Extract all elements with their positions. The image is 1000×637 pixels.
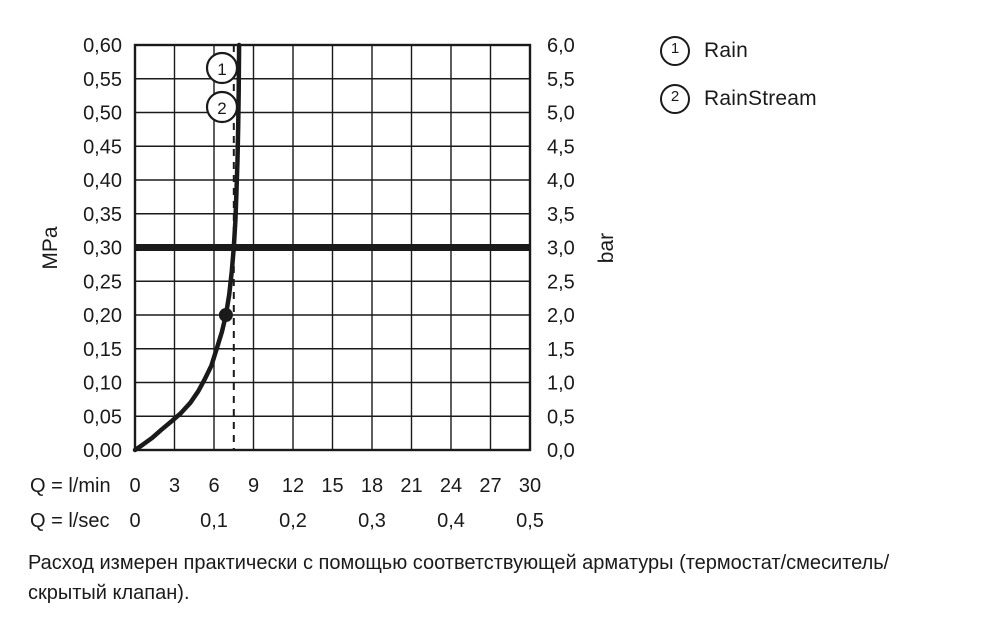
y-tick-mpa-7: 0,35: [83, 203, 122, 226]
y-tick-bar-11: 5,5: [547, 68, 575, 91]
y-tick-bar-7: 3,5: [547, 203, 575, 226]
x-tick-lsec-0: 0: [129, 510, 141, 532]
legend-label-rainstream: RainStream: [704, 87, 817, 110]
x-tick-lmin-2: 6: [208, 475, 220, 497]
x-tick-lmin-9: 27: [479, 475, 502, 497]
x-tick-lmin-0: 0: [129, 475, 141, 497]
legend-marker-1: 1: [660, 36, 690, 66]
x-axis-lsec-ticks: [129, 510, 543, 532]
y-tick-mpa-1: 0,05: [83, 406, 122, 429]
x-axis-lmin-ticks: [129, 475, 541, 497]
x-axis-lmin-title: Q = l/min: [30, 475, 111, 497]
y-tick-bar-8: 4,0: [547, 170, 575, 192]
callout-1-label: 1: [217, 60, 227, 79]
y-tick-mpa-4: 0,20: [83, 305, 122, 327]
x-tick-lmin-8: 24: [439, 475, 463, 497]
y-tick-bar-4: 2,0: [547, 305, 575, 327]
y-tick-mpa-8: 0,40: [83, 170, 122, 192]
chart-caption: Расход измерен практически с помощью соответствующей арматуры (термостат/смеситель/скрытый клапан).: [28, 552, 890, 604]
y-tick-bar-1: 0,5: [547, 406, 575, 429]
y-tick-bar-5: 2,5: [547, 271, 575, 294]
x-tick-lsec-5: 0,5: [516, 510, 544, 532]
y-tick-bar-6: 3,0: [547, 237, 575, 260]
x-tick-lmin-4: 12: [281, 475, 305, 497]
legend-label-rain: Rain: [704, 39, 748, 62]
x-tick-lsec-1: 0,1: [200, 510, 228, 532]
y-tick-bar-12: 6,0: [547, 35, 575, 57]
y-tick-bar-10: 5,0: [547, 102, 575, 125]
y-tick-mpa-9: 0,45: [83, 136, 122, 159]
y-tick-mpa-5: 0,25: [83, 271, 122, 294]
callout-1: [207, 53, 237, 83]
y-axis-right-ticks: [547, 35, 575, 462]
y-tick-bar-0: 0,0: [547, 440, 575, 462]
operating-point-marker: [219, 308, 233, 322]
y-tick-mpa-6: 0,30: [83, 237, 122, 260]
x-tick-lmin-5: 15: [321, 475, 344, 497]
y-tick-mpa-10: 0,50: [83, 102, 122, 125]
x-tick-lmin-10: 30: [518, 475, 542, 497]
callout-2-label: 2: [217, 99, 227, 118]
x-tick-lsec-4: 0,4: [437, 510, 465, 532]
y-tick-mpa-12: 0,60: [83, 35, 122, 57]
y-axis-right-title: bar: [595, 232, 618, 264]
legend-item-rainstream: [660, 84, 980, 114]
y-tick-mpa-3: 0,15: [83, 338, 122, 361]
legend-item-rain: [660, 36, 980, 66]
y-tick-bar-3: 1,5: [547, 338, 575, 361]
x-axis-lsec-title: Q = l/sec: [30, 510, 110, 532]
y-tick-bar-2: 1,0: [547, 372, 575, 395]
callout-2: [207, 92, 237, 122]
legend-marker-2: 2: [660, 84, 690, 114]
y-tick-bar-9: 4,5: [547, 136, 575, 159]
y-tick-mpa-2: 0,10: [83, 372, 122, 395]
x-tick-lsec-2: 0,2: [279, 510, 307, 532]
x-tick-lmin-7: 21: [400, 475, 423, 497]
chart-legend: [660, 36, 980, 132]
y-axis-left-ticks: [83, 35, 122, 462]
y-axis-left-title: MPa: [39, 226, 62, 270]
x-tick-lmin-6: 18: [360, 475, 384, 497]
x-tick-lsec-3: 0,3: [358, 510, 386, 532]
y-tick-mpa-11: 0,55: [83, 68, 122, 91]
x-tick-lmin-1: 3: [168, 475, 181, 497]
y-tick-mpa-0: 0,00: [83, 440, 122, 462]
x-tick-lmin-3: 9: [247, 475, 260, 497]
